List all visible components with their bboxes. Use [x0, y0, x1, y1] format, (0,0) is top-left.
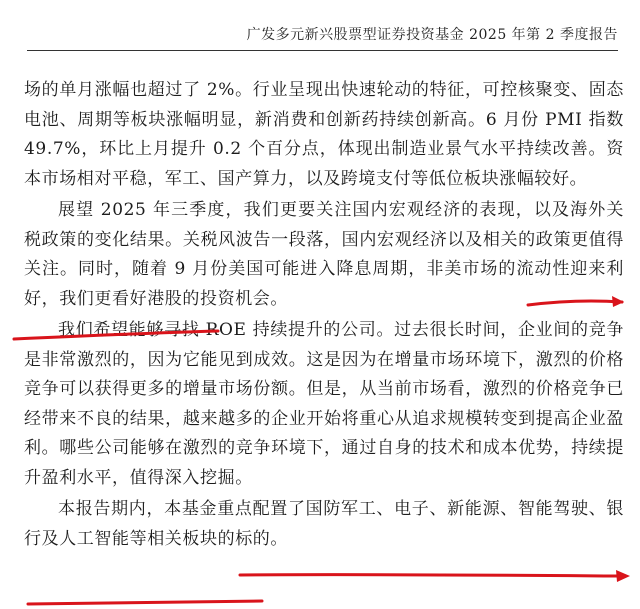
paragraph-market-review: 场的单月涨幅也超过了 2%。行业呈现出快速轮动的特征，可控核聚变、固态电池、周期等板块涨幅明显，新消费和创新药持续创新高。6 月份 PMI 指数 49.7%，环比上月提升 0.2 个百分点，体现出制造业景气水平持续改善。资本市场相对平稳，军工、国产算力，以及跨境支付等低位板块涨幅较好。: [24, 80, 624, 189]
red-underline-4: [28, 601, 262, 604]
paragraph-outlook: 展望 2025 年三季度，我们更要关注国内宏观经济的表现，以及海外关税政策的变化结果。关税风波告一段落，国内宏观经济以及相关的政策更值得关注。同时，随着 9 月份美国可能进入降息周期，非美市场的流动性迎来利好，我们更看好港股的投资机会。: [24, 200, 624, 309]
header-rule: [27, 50, 618, 51]
paragraph-roe-strategy: 我们希望能够寻找 ROE 持续提升的公司。过去很长时间，企业间的竞争是非常激烈的，因为它能见到成效。这是因为在增量市场环境下，激烈的价格竞争可以获得更多的增量市场份额。但是，从当前市场看，激烈的价格竞争已经带来不良的结果，越来越多的企业开始将重心从追求规模转变到提高企业盈利。哪些公司能够在激烈的竞争环境下，通过自身的技术和成本优势，持续提升盈利水平，值得深入挖掘。: [24, 320, 624, 488]
page-header: [0, 0, 640, 52]
red-underline-3: [240, 575, 618, 576]
red-arrowhead-3: [616, 570, 630, 582]
report-body: [24, 76, 624, 554]
paragraph-portfolio-allocation: 本报告期内，本基金重点配置了国防军工、电子、新能源、智能驾驶、银行及人工智能等相关板块的标的。: [24, 499, 624, 549]
report-title: 广发多元新兴股票型证券投资基金 2025 年第 2 季度报告: [246, 27, 618, 43]
